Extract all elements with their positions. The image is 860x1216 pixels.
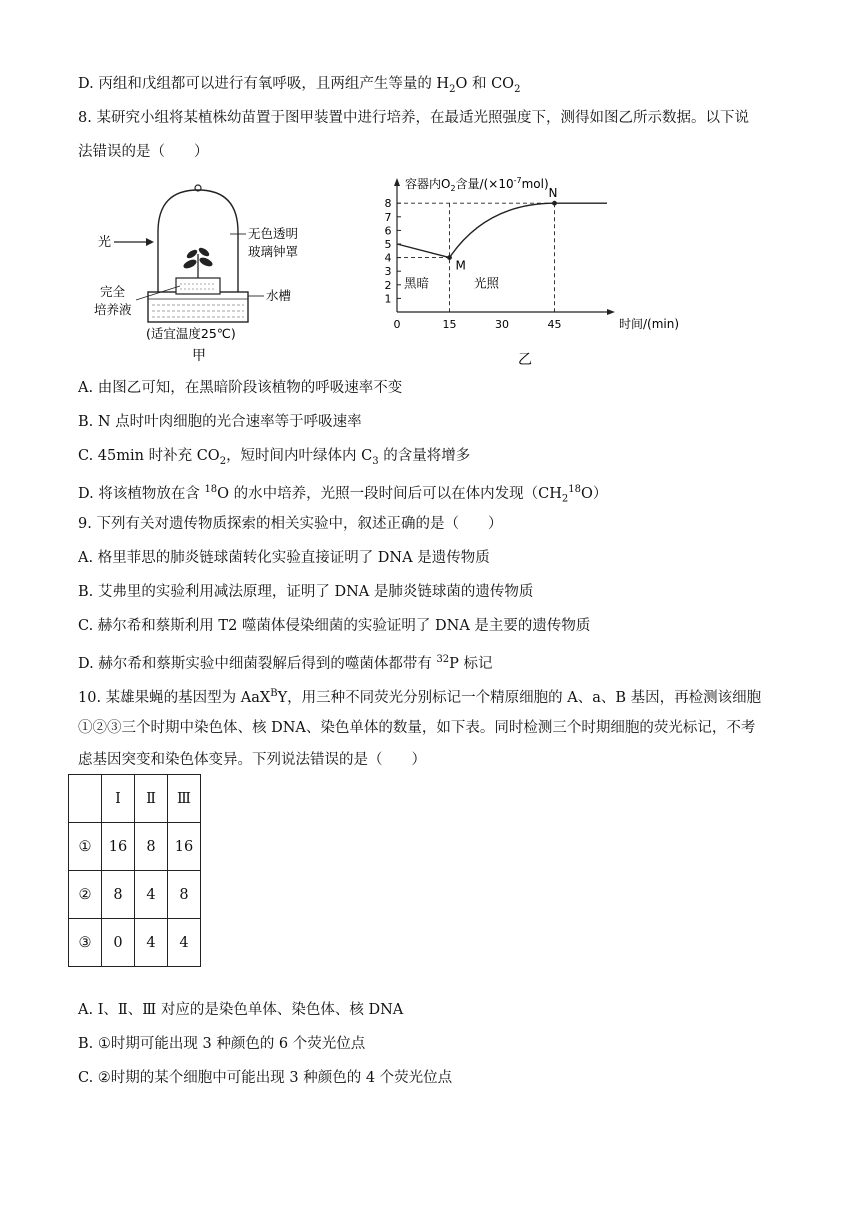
q10-option-a: A. Ⅰ、Ⅱ、Ⅲ 对应的是染色单体、染色体、核 DNA: [78, 1002, 404, 1018]
q9-option-c: C. 赫尔希和蔡斯利用 T2 噬菌体侵染细菌的实验证明了 DNA 是主要的遗传物质: [78, 618, 591, 634]
arrow-icon: [146, 238, 154, 246]
q9-stem: 9. 下列有关对遗传物质探索的相关实验中，叙述正确的是（ ）: [78, 516, 503, 532]
q9-option-b: B. 艾弗里的实验利用减法原理，证明了 DNA 是肺炎链球菌的遗传物质: [78, 584, 534, 600]
table-cell: 4: [135, 871, 168, 919]
table-cell: [69, 775, 102, 823]
q9-option-a: A. 格里菲思的肺炎链球菌转化实验直接证明了 DNA 是遗传物质: [78, 550, 490, 566]
y-tick-label: 8: [384, 197, 392, 211]
q8-option-c: C. 45min 时补充 $CO_2$，短时间内叶绿体内 $C_3$ 的含量将增多: [78, 448, 471, 467]
q10-data-table: [68, 774, 201, 967]
y-axis-arrow-icon: [394, 178, 400, 186]
figure-yi-caption: 乙: [518, 352, 532, 367]
q10-stem-line2: ①②③三个时期中染色体、核 DNA、染色单体的数量，如下表。同时检测三个时期细胞的荧光标记，不考: [78, 720, 756, 736]
q10-stem-line3: 虑基因突变和染色体变异。下列说法错误的是（ ）: [78, 752, 426, 768]
x-tick-label: 30: [495, 318, 509, 331]
q8-stem-line1: 8. 某研究小组将某植株幼苗置于图甲装置中进行培养，在最适光照强度下，测得如图乙所示数据。以下说: [78, 110, 749, 126]
apparatus-figure: [88, 182, 318, 362]
q8-option-b: B. N 点时叶肉细胞的光合速率等于呼吸速率: [78, 414, 362, 430]
y-tick-label: 4: [384, 251, 392, 265]
chart-ylabel: 容器内$O_2$含量$/(\times 10^{-7}mol)$: [405, 176, 549, 193]
q10-option-c: C. ②时期的某个细胞中可能出现 3 种颜色的 4 个荧光位点: [78, 1070, 453, 1086]
light-region-label: 光照: [474, 275, 500, 291]
point-n-label: N: [548, 186, 558, 201]
temperature-label: (适宜温度25℃): [146, 326, 236, 341]
table-row: [69, 823, 201, 871]
table-cell: ①: [69, 823, 102, 871]
table-cell: 4: [135, 919, 168, 967]
table-cell: 8: [168, 871, 201, 919]
x-tick-label: 15: [442, 318, 457, 331]
x-tick-label: 0: [393, 318, 401, 331]
solution-label-1: 完全: [100, 284, 126, 299]
table-cell: 4: [168, 919, 201, 967]
q8-stem-line2: 法错误的是（ ）: [78, 144, 209, 160]
table-cell: ③: [69, 919, 102, 967]
point-m-label: M: [455, 258, 466, 273]
table-cell: 0: [102, 919, 135, 967]
y-tick-label: 3: [384, 265, 392, 279]
plant-icon: [182, 246, 214, 278]
dark-region-label: 黑暗: [404, 275, 430, 291]
table-header-row: [69, 775, 201, 823]
q10-option-b: B. ①时期可能出现 3 种颜色的 6 个荧光位点: [78, 1036, 366, 1052]
q8-option-a: A. 由图乙可知，在黑暗阶段该植物的呼吸速率不变: [78, 380, 403, 396]
table-row: [69, 919, 201, 967]
water-trough-label: 水槽: [266, 288, 292, 303]
x-axis-arrow-icon: [607, 309, 615, 315]
o2-content-chart: [365, 172, 695, 367]
table-cell: 16: [102, 823, 135, 871]
point-n: [552, 201, 557, 206]
figure-jia-caption: 甲: [192, 348, 206, 362]
table-cell: 8: [135, 823, 168, 871]
x-tick-label: 45: [547, 318, 562, 331]
q10-stem-line1: 10. 某雄果蝇的基因型为 AaX$^B$Y，用三种不同荧光分别标记一个精原细胞的 A、a、B 基因，再检测该细胞: [78, 688, 762, 706]
q7-option-d: D. 丙组和戊组都可以进行有氧呼吸，且两组产生等量的 $H_2O$ 和 $CO_2$: [78, 76, 521, 95]
o2-series-line: [397, 203, 607, 257]
chart-xlabel: 时间/(min): [619, 317, 680, 331]
q8-option-d: D. 将该植物放在含 $^{18}$O 的水中培养，光照一段时间后可以在体内发现$(CH_2^{18}O)$: [78, 484, 608, 505]
table-cell: Ⅰ: [102, 775, 135, 823]
q9-option-d: D. 赫尔希和蔡斯实验中细菌裂解后得到的噬菌体都带有 $^{32}$P 标记: [78, 654, 493, 672]
y-tick-label: 1: [384, 292, 392, 306]
table-cell: Ⅲ: [168, 775, 201, 823]
y-tick-label: 6: [384, 224, 392, 238]
y-tick-label: 2: [384, 278, 392, 292]
table-cell: Ⅱ: [135, 775, 168, 823]
cover-label-2: 玻璃钟罩: [248, 244, 299, 259]
table-cell: ②: [69, 871, 102, 919]
solution-label-2: 培养液: [94, 302, 132, 317]
y-tick-label: 7: [384, 210, 392, 224]
table-cell: 8: [102, 871, 135, 919]
y-tick-label: 5: [384, 238, 392, 251]
table-row: [69, 871, 201, 919]
point-m: [447, 255, 452, 260]
table-cell: 16: [168, 823, 201, 871]
cover-label-1: 无色透明: [248, 226, 299, 241]
light-label: 光: [98, 235, 112, 250]
